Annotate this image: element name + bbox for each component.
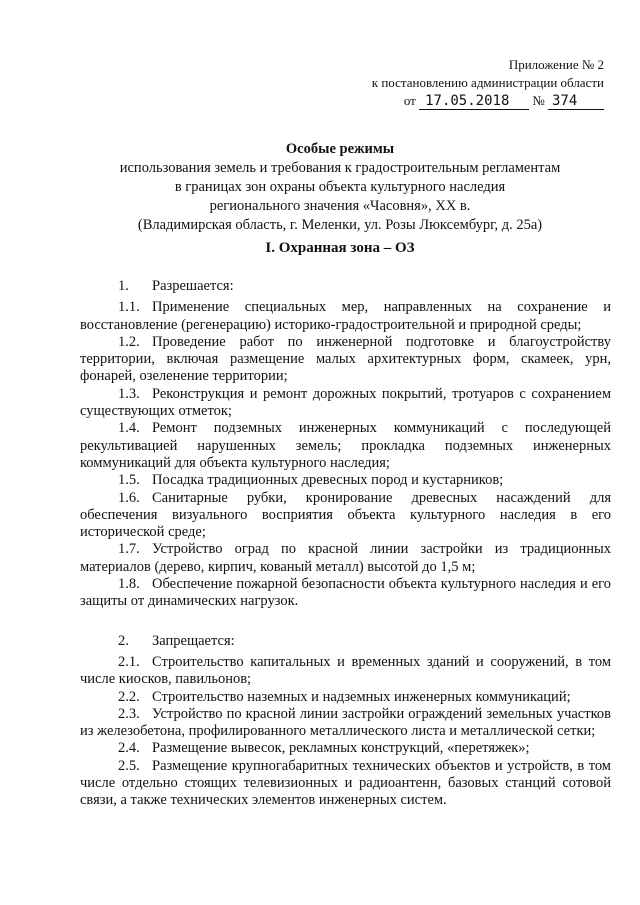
item-number: 1.4. <box>118 420 140 437</box>
item-number: 1.5. <box>118 472 140 489</box>
list-item <box>80 689 611 706</box>
list-item <box>80 740 611 757</box>
document-title <box>60 140 620 235</box>
list-item <box>80 472 611 489</box>
handwritten-number: 374 <box>548 94 604 110</box>
item-text: Применение специальных мер, направленных на сохранение и восстановление (регенерацию) историко-градостроительной и природной среды; <box>80 299 611 333</box>
list-item <box>80 758 611 810</box>
item-text: Посадка традиционных древесных пород и кустарников; <box>152 472 504 489</box>
item-number: 2.3. <box>118 705 140 722</box>
date-prefix: от <box>403 93 416 108</box>
order-line <box>404 92 604 110</box>
item-number: 2.4. <box>118 740 140 757</box>
item-text: Санитарные рубки, кронирование древесных насаждений для обеспечения визуального восприятия объекта культурного наследия в его исторической среде; <box>80 489 611 541</box>
list-item <box>80 654 611 689</box>
item-text: Устройство оград по красной линии застройки из традиционных материалов (дерево, кирпич, кованый металл) высотой до 1,5 м; <box>80 541 611 575</box>
paragraph-gap <box>80 611 611 633</box>
list-item <box>80 334 611 386</box>
item-text: Ремонт подземных инженерных коммуникаций с последующей рекультивацией нарушенных земель; прокладка подземных инженерных коммуникаций для объекта культурного наследия; <box>80 420 611 471</box>
item-number: 1.6. <box>118 489 140 506</box>
title-main: Особые режимы <box>285 141 395 157</box>
item-text: Строительство капитальных и временных зданий и сооружений, в том числе киосков, павильонов; <box>80 653 611 688</box>
group-number: 1. <box>118 278 129 294</box>
item-number: 1.8. <box>118 576 140 593</box>
item-text: Обеспечение пожарной безопасности объекта культурного наследия и его защиты от динамических нагрузок. <box>80 576 611 610</box>
appendix-header <box>372 56 604 110</box>
item-text: Реконструкция и ремонт дорожных покрытий, тротуаров с сохранением существующих отметок; <box>80 385 611 420</box>
item-number: 1.3. <box>118 385 140 402</box>
group-title: Запрещается: <box>152 632 235 649</box>
item-number: 1.1. <box>118 299 140 316</box>
item-number: 1.2. <box>118 333 140 350</box>
list-item <box>80 541 611 576</box>
item-text: Строительство наземных и надземных инженерных коммуникаций; <box>152 688 571 705</box>
list-item <box>80 386 611 421</box>
regulations-body <box>80 278 611 810</box>
group-heading-permitted <box>80 278 611 295</box>
list-item <box>80 420 611 472</box>
appendix-label: Приложение № 2 <box>508 57 604 72</box>
group-heading-prohibited <box>80 633 611 650</box>
title-line-4: (Владимирская область, г. Меленки, ул. Розы Люксембург, д. 25а) <box>137 217 543 233</box>
item-text: Размещение вывесок, рекламных конструкций, «перетяжек»; <box>152 740 530 757</box>
group-number: 2. <box>118 632 129 649</box>
title-line-1: использования земель и требования к градостроительным регламентам <box>119 160 561 176</box>
handwritten-date: 17.05.2018 <box>419 94 529 110</box>
section-heading: I. Охранная зона – ОЗ <box>265 240 415 256</box>
list-item <box>80 490 611 542</box>
item-text: Размещение крупногабаритных технических объектов и устройств, в том числе отдельно стоящих телевизионных и радиоантенн, базовых станций сотовой связи, а также технических элементов инженерных систем. <box>80 757 611 809</box>
title-line-3: регионального значения «Часовня», XX в. <box>209 198 471 214</box>
list-item <box>80 706 611 741</box>
group-title: Разрешается: <box>152 278 234 294</box>
item-number: 2.1. <box>118 653 140 670</box>
decree-label: к постановлению администрации области <box>371 75 604 90</box>
item-number: 1.7. <box>118 541 140 558</box>
item-text: Устройство по красной линии застройки ограждений земельных участков из железобетона, профилированного металлического листа и металлической сетки; <box>80 705 611 740</box>
list-item <box>80 299 611 334</box>
item-text: Проведение работ по инженерной подготовке и благоустройству территории, включая размещение малых архитектурных форм, скамеек, урн, фонарей, озеленение территории; <box>80 333 611 385</box>
item-number: 2.5. <box>118 757 140 774</box>
list-item <box>80 576 611 611</box>
item-number: 2.2. <box>118 688 140 705</box>
title-line-2: в границах зон охраны объекта культурного наследия <box>174 179 506 195</box>
number-prefix: № <box>532 93 545 108</box>
